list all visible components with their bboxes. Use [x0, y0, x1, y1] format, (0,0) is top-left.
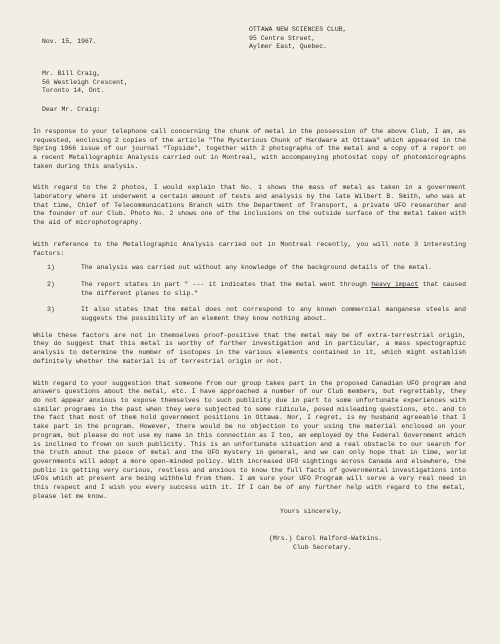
factor-text	[71, 281, 466, 298]
letterhead-street: 95 Centre Street,	[249, 34, 316, 42]
list-item	[33, 264, 466, 273]
letterhead	[249, 26, 347, 52]
factor-text-post: that caused the different planes to slip."	[81, 280, 466, 297]
paragraph-program: With regard to your suggestion that someone from our group takes part in the proposed Canadian UFO program and answers questions about the metal, etc. I have approached a number of our Club members, but regrettably, they do not appear anxious to expose themselves to such publicity due in part to some unfortunate experiences with similar programs in the past when they were subjected to some ridicule, posed misleading questions, etc. and to the fact that most of them hold government positions in Ottawa. Nor, I regret, is my husband agreeable that I take part in the program. However, there would be no objection to your using the material enclosed on your program, but please do not use my name in this connection as I too, am employed by the Federal Government which is inclined to frown on such publicity. This is an unfortunate situation and a real obstacle to our search for the truth about the piece of metal and the UFO mystery in general, and we can only hope that in time, world governments will adopt a more open-minded policy. With increased UFO sightings across Canada and elsewhere, the public is getting very curious, restless and anxious to know the full facts of governmental investigations into UFOs which at present are being withheld from them. I am sure your UFO Program will serve a very real need in this respect and I wish you every success with it. If I can be of any further help with regard to the metal, please let me know.	[33, 379, 466, 500]
recipient-name: Mr. Bill Craig,	[42, 70, 101, 77]
letterhead-city: Aylmer East, Quebec.	[249, 43, 328, 51]
factors-list	[33, 264, 466, 324]
letter-header	[33, 26, 466, 70]
letter-date: Nov. 15, 1967.	[42, 38, 97, 45]
recipient-city: Toronto 14, Ont.	[42, 87, 105, 95]
factor-number: 3)	[47, 306, 55, 314]
factor-text-pre: The report states in part " --- it indicates that the metal went through	[81, 280, 372, 288]
signature-title: Club Secretary.	[293, 543, 352, 551]
factor-text: It also states that the metal does not correspond to any known commercial manganese steels and suggests the possibility of an element they know nothing about.	[81, 306, 466, 323]
factor-number: 2)	[47, 280, 55, 288]
recipient-address	[42, 70, 466, 96]
letterhead-club-name: OTTAWA NEW SCIENCES CLUB,	[249, 26, 347, 33]
paragraph-photos: With regard to the 2 photos, I would explain that No. 1 shows the mass of metal as taken in a government laboratory where it underwent a certain amount of tests and analysis by the late Wilbert B. Smith, who was at that time, Chief of Telecommunications Branch with the Department of Transport, a private UFO researcher and the founder of our Club. Photo No. 2 shows one of the inclusions on the outside surface of the metal taken with the aid of microphotography.	[33, 184, 466, 227]
paragraph-analysis-intro: With reference to the Metallographic Analysis carried out in Montreal recently, you will note 3 interesting factors:	[33, 240, 466, 257]
factor-underlined-phrase: heavy impact	[371, 280, 419, 288]
list-item	[33, 306, 466, 323]
paragraph-significance: While these factors are not in themselves proof-positive that the metal may be of extra-terrestrial origin, they do suggest that this metal is worthy of further investigation and in particular, a mass spectographic analysis to determine the number of isotopes in the various elements contained in it, which might establish definitely whether the material is of terrestrial origin or not.	[33, 331, 466, 365]
closing: Yours sincerely,	[280, 508, 343, 516]
paragraph-request: In response to your telephone call concerning the chunk of metal in the possession of the above Club, I am, as requested, enclosing 2 copies of the article "The Mysterious Chunk of Hardware at Ottawa" which appeared in the Spring 1966 issue of our journal "Topside", together with 2 photographs of the metal and a copy of a report on a recent Metallographic Analysis carried out in Montreal, with accompanying photostat copy of photomicrographs taken during this analysis.	[33, 127, 466, 170]
factor-number: 1)	[47, 264, 55, 272]
signature-name: (Mrs.) Carol Halford-Watkins.	[269, 535, 383, 543]
factor-text: The analysis was carried out without any knowledge of the background details of the metal.	[81, 264, 433, 272]
recipient-street: 56 Westleigh Crescent,	[42, 78, 128, 86]
list-item	[33, 281, 466, 298]
salutation: Dear Mr. Craig:	[42, 106, 101, 114]
